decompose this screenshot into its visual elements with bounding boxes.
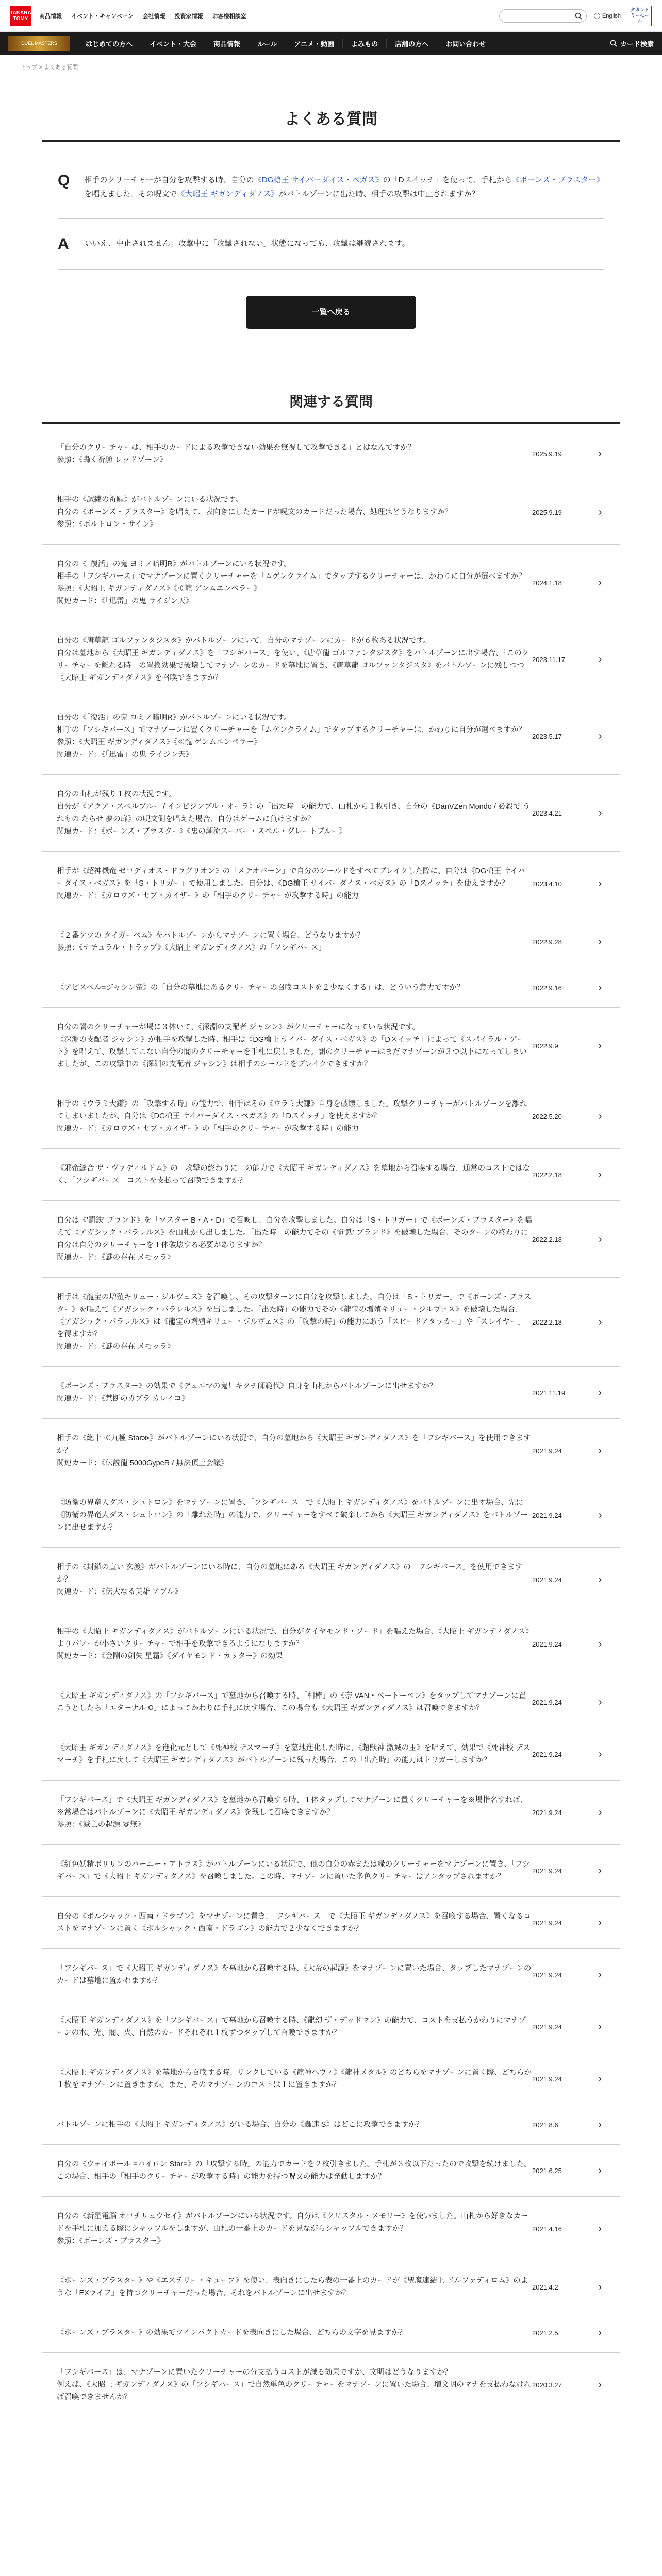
related-question-text: 《ボーンズ・ブラスター》の効果で《デュエマの鬼！キクチ師範代》自身を山札からバトルゾーンに出せますか？ 関連カード：《禁断のカブラ カレイコ》 — [57, 1382, 437, 1403]
corp-link[interactable]: お客様相談室 — [212, 13, 246, 20]
related-question-text: 相手の《ウラミ大鎌》の「攻撃する時」の能力で、相手はその《ウラミ大鎌》自身を破壊しました。攻撃クリーチャーがバトルゾーンを離れてしまいましたが、自分は《DG槍王 サイバーダイス・ベガス》の「Dスイッチ」を使えますか？ 関連カード：《ガロウズ・セブ・カイザー》の「相手のクリーチャーが攻撃する時」の能力 — [57, 1100, 527, 1133]
answer-letter: A — [58, 235, 69, 252]
related-question-date: 2022.5.20 — [532, 1112, 562, 1121]
chevron-right-icon: › — [598, 2073, 602, 2084]
takara-tomy-mall-logo[interactable] — [628, 6, 652, 26]
chevron-right-icon: › — [598, 1638, 602, 1650]
related-question-row[interactable] — [42, 1845, 620, 1897]
chevron-right-icon: › — [598, 1509, 602, 1521]
related-question-date: 2020.3.27 — [532, 2381, 562, 2389]
related-question-date: 2022.9.9 — [532, 1042, 558, 1050]
related-question-row[interactable] — [42, 698, 620, 775]
related-question-text: 《大昭王 ギガンディダノス》を「フシギバース」で墓地から召喚する時、《龍幻 ザ・デッドマン》の能力で、コストを支払うかわりにマナゾーンの水、光、闇、火、自然のカードそれぞれ１枚ずつタップして召喚できますか？ — [57, 2016, 526, 2037]
chevron-right-icon: › — [598, 981, 602, 993]
related-question-date: 2022.9.16 — [532, 984, 562, 992]
related-question-row[interactable] — [42, 1367, 620, 1419]
related-question-row[interactable] — [42, 2053, 620, 2105]
chevron-right-icon: › — [598, 1168, 602, 1180]
related-question-row[interactable] — [42, 1781, 620, 1845]
language-label: English — [602, 12, 621, 19]
related-question-text: 相手の《試練の祈願》がバトルゾーンにいる状況です。 自分の《ボーンズ・ブラスター》を唱えて、表向きにしたカードが呪文のカードだった場合、処理はどうなりますか？ 参照：《ボルトロン・サイン》 — [57, 496, 453, 529]
globe-icon — [594, 13, 600, 19]
related-question-text: 相手の《大昭王 ギガンディダノス》がバトルゾーンにいる状況で、自分がダイヤモンド・ソード」を唱えた場合、《大昭王 ギガンディダノス》よりパワーが小さいクリーチャーで相手を攻撃できるようになりますか？ 関連カード：《金剛の剣矢 星霜》《ダイヤモンド・カッター》の効果 — [57, 1628, 529, 1660]
related-list — [42, 428, 620, 2417]
related-question-date: 2021.9.24 — [532, 1575, 562, 1584]
related-divider — [42, 422, 620, 424]
related-question-text: 相手が《超神機竜 ゼロディオス・ドラグリオン》の「メテオバーン」で自分のシールドをすべてブレイクした際に、自分は《DG槍王 サイバーダイス・ベガス》を「S・トリガー」で使用しました。自分は、《DG槍王 サイバーダイス・ベガス》の「Dスイッチ」を使えますか？ 関連カード：《ガロウズ・セブ・カイザー》の「相手のクリーチャーが攻撃する時」の能力 — [57, 867, 525, 900]
chevron-right-icon: › — [598, 506, 602, 518]
chevron-right-icon: › — [598, 2223, 602, 2234]
chevron-right-icon: › — [598, 1040, 602, 1052]
chevron-right-icon: › — [598, 936, 602, 947]
related-question-date: 2021.9.24 — [532, 2075, 562, 2083]
related-question-date: 2021.9.24 — [532, 1971, 562, 1979]
chevron-right-icon: › — [598, 1865, 602, 1876]
question-letter: Q — [58, 172, 70, 189]
related-question-text: 《大昭王 ギガンディダノス》を進化元として《死神校 デスマーチ》を墓地進化した時に、《超獣神 激城の玉》を唱えて、効果で《死神校 デスマーチ》を手札に戻して《大昭王 ギガンディダノス》がバトルゾーンに残った場合、この「出た時」の能力はトリガーしますか？ — [57, 1744, 531, 1765]
nav-item[interactable]: ルール — [249, 39, 286, 48]
related-question-row[interactable] — [42, 545, 620, 621]
related-question-date: 2023.5.17 — [532, 732, 562, 740]
related-question-row[interactable] — [42, 1548, 620, 1612]
duel-masters-logo[interactable] — [8, 36, 70, 51]
related-question-text: 《２番ケツの タイガーベム》をバトルゾーンからマナゾーンに置く場合、どうなりますか？ 参照：《ナチュラル・トラップ》《大昭王 ギガンディダノス》の「フシギバース」 — [57, 931, 365, 952]
nav-items — [77, 39, 610, 48]
chevron-right-icon: › — [598, 2164, 602, 2176]
corporate-header — [0, 0, 662, 32]
chevron-right-icon: › — [598, 877, 602, 889]
corp-link[interactable]: 会社情報 — [142, 13, 166, 20]
chevron-right-icon: › — [598, 2281, 602, 2293]
chevron-right-icon: › — [598, 577, 602, 588]
card-search-label: カード検索 — [620, 40, 654, 48]
back-to-list-button[interactable]: 一覧へ戻る — [246, 296, 416, 329]
page-title: よくある質問 — [285, 111, 377, 128]
question-row — [58, 173, 604, 201]
corp-link[interactable]: 投資家情報 — [174, 13, 203, 20]
qa-divider — [58, 218, 604, 219]
chevron-right-icon: › — [598, 1445, 602, 1456]
game-logo-text: DUEL MASTERS — [21, 41, 57, 46]
card-link[interactable]: 《大昭王 ギガンディダノス》 — [177, 190, 279, 198]
related-question-date: 2021.6.25 — [532, 2166, 562, 2175]
related-question-row[interactable] — [42, 1201, 620, 1278]
related-question-date: 2023.4.10 — [532, 879, 562, 888]
nav-item[interactable]: よみもの — [343, 39, 387, 48]
related-question-text: 自分の山札が残り１枚の状況です。 自分が《アクア・スペルブルー / インビジンブル・オーラ》の「出た時」の能力で、山札から１枚引き、自分の《DanVZen Mondo / 必殺で うれもの たらせ 夢の扉》の呪文側を唱えた場合、自分はゲームに負けますか？ 関連カード：《ボーンズ・ブラスター》《裏の潮流スーパー・スペル・グレートブルー》 — [57, 790, 530, 836]
logo-line1: TAKARA — [10, 10, 31, 16]
corp-link[interactable]: イベント・キャンペーン — [71, 13, 134, 20]
related-question-date: 2021.9.24 — [532, 1698, 562, 1706]
related-question-date: 2023.11.17 — [532, 655, 566, 664]
mall-label: タカラトミーモール — [630, 7, 649, 24]
related-question-text: 自分は《'罰鉄' ブランド》を「マスター B・A・D」で召喚し、自分を攻撃しました。自分は「S・トリガー」で《ボーンズ・ブラスター》を唱えて《アガシック・パラレルス》を山札から出しました。「出た時」の能力でその《'罰鉄' ブランド》を破壊した場合、そのターンの終わりに自分は自分のクリーチャーを１体破壊する必要がありますか？ 関連カード：《謎の存在 メモッラ》 — [57, 1216, 532, 1262]
related-question-row[interactable] — [42, 2313, 620, 2353]
related-question-text: 「自分のクリーチャーは、相手のカードによる攻撃できない効果を無視して攻撃できる」とはなんですか？ 参照：《轟く祈願 レッドゾーン》 — [57, 444, 416, 464]
related-question-date: 2024.1.18 — [532, 579, 562, 587]
related-question-text: 《大昭王 ギガンディダノス》の「フシギバース」で墓地から召喚する時、「相棒」の《奈 VAN・ベートーベン》をタップしてマナゾーンに置こうとしたら「エターナル Ω」によってかわりに手札に戻す場合、この場合も《大昭王 ギガンディダノス》は召喚できますか？ — [57, 1692, 526, 1713]
logo-line2: TOMY — [13, 15, 28, 22]
related-question-text: 自分の闇のクリーチャーが場に３体いて、《深淵の支配者 ジャシン》がクリーチャーになっている状況です。 《深淵の支配者 ジャシン》が相手を攻撃した時、相手は《DG槍王 サイバーダイス・ベガス》の「Dスイッチ」によって《スパイラル・ゲート》を唱えて、攻撃してこない自分の闇のクリーチャーを手札に戻しました。闇のクリーチャーはまだマナゾーンが３つ以下になってしまいましたが、この攻撃中の《深淵の支配者 ジャシン》は相手のシールドをブレイクできますか？ — [57, 1023, 527, 1069]
nav-item[interactable]: イベント・大会 — [141, 39, 205, 48]
related-question-row[interactable] — [42, 1278, 620, 1367]
chevron-right-icon: › — [598, 2119, 602, 2130]
related-question-text: 《紅色妖精ポリリンのバーニー・アトラス》がバトルゾーンにいる状況で、他の自分の赤または緑のクリーチャーをマナゾーンに置き、「フシギバース」で《大昭王 ギガンディダノス》を召喚しました。この時、マナゾーンに置いた多色クリーチャーはアンタップされますか？ — [57, 1860, 530, 1881]
nav-item[interactable]: お問い合わせ — [437, 39, 494, 48]
related-question-text: 自分の《新星電脳 オロチリュウセイ》がバトルゾーンにいる状況です。自分は《クリスタル・メモリー》を使いました。山札から好きなカードを手札に加える際にシャッフルをしますが、山札の一番上のカードを見ながらシャッフルできますか？ 参照：《ボーンズ・ブラスター》 — [57, 2212, 528, 2245]
related-question-text: 相手は《龍宝の増殖キリュー・ジルヴェス》を召喚し、その攻撃ターンに自分を攻撃しました。自分は「S・トリガー」で《ボーンズ・ブラスター》を唱えて《アガシック・パラレルス》を出しました。「出た時」の能力でその《龍宝の増殖キリュー・ジルヴェス》を破壊した場合、《アガシック・パラレルス》は《龍宝の増殖キリュー・ジルヴェス》の「攻撃の時」の能力にあう「スピードアタッカー」や「スレイヤー」を得ますか？ 関連カード：《謎の存在 メモッラ》 — [57, 1293, 532, 1351]
chevron-right-icon: › — [598, 1917, 602, 1928]
related-question-row[interactable] — [42, 1483, 620, 1548]
chevron-right-icon: › — [598, 2379, 602, 2391]
related-question-row[interactable] — [42, 2353, 620, 2417]
chevron-right-icon: › — [598, 1386, 602, 1398]
related-question-date: 2021.4.2 — [532, 2283, 558, 2291]
related-title: 関連する質問 — [289, 394, 373, 410]
related-question-text: 自分の《ウォイボール =パイロン Star=》の「攻撃する時」の能力でカードを２枚引きました。手札が３枚以下だったので攻撃を続けました。この場合、相手の「相手のクリーチャーが攻撃する時」の能力を持つ呪文の能力は発動しますか？ — [57, 2160, 532, 2181]
related-question-date: 2021.11.19 — [532, 1388, 566, 1397]
answer-row — [58, 236, 604, 252]
chevron-right-icon: › — [598, 653, 602, 665]
language-switch[interactable] — [594, 13, 621, 19]
related-question-text: 相手の《絶十 ≪九極 Star≫》がバトルゾーンにいる状況で、自分の墓地から《大昭王 ギガンディダノス》を「フシギバース」を使用できますか？ 関連カード：《伝説龍 5000GypeR / 無法頂上会議》 — [57, 1434, 531, 1467]
related-question-date: 2021.9.24 — [532, 1447, 562, 1455]
related-question-text: 自分の《「復活」の鬼 ヨミノ暗明R》がバトルゾーンにいる状況です。 相手の「フシギバース」でマナゾーンに置くクリーチャーを「ムゲンクライム」でタップするクリーチャーは、かわりに自分が選べますか？ 参照：《大昭王 ギガンディダノス》《≪龍 ゲンムエンペラー》 関連カード：《「迅雷」の鬼 ライジン天》 — [57, 714, 526, 759]
related-question-row[interactable] — [42, 1949, 620, 2001]
related-question-row[interactable] — [42, 1897, 620, 1949]
related-question-date: 2021.9.24 — [532, 1867, 562, 1875]
related-question-row[interactable] — [42, 1612, 620, 1676]
nav-item[interactable]: アニメ・動画 — [286, 39, 343, 48]
chevron-right-icon: › — [598, 1969, 602, 1980]
nav-item[interactable]: はじめての方へ — [77, 39, 141, 48]
related-question-text: 自分の《ボルシャック・西南・ドラゴン》をマナゾーンに置き、「フシギバース」で《大昭王 ギガンディダノス》を召喚する場合、置くなるコストをマナゾーンに置く《ボルシャック・西南・ドラゴン》の能力で２少なくできますか？ — [57, 1912, 531, 1933]
game-nav — [0, 32, 662, 55]
related-question-date: 2021.9.24 — [532, 2023, 562, 2031]
related-question-text: 自分の《唐草龍 ゴルファンタジスタ》がバトルゾーンにいて、自分のマナゾーンにカードが６枚ある状況です。 自分は墓地から《大昭王 ギガンディダノス》を「フシギバース」を使い、《唐草龍 ゴルファンタジスタ》をバトルゾーンに出す場合、「このクリーチャーを離れる時」の置換効果で破壊してマナゾーンのカードを墓地に置き、《唐草龍 ゴルファンタジスタ》をバトルゾーンに残しつつ《大昭王 ギガンディダノス》を召喚できますか？ — [57, 637, 529, 682]
nav-item[interactable]: 商品情報 — [205, 39, 249, 48]
related-question-row[interactable] — [42, 2261, 620, 2313]
related-question-text: 《ボーンズ・ブラスター》の効果でツインパクトカードを表向きにした場合、どちらの文字を見ますか？ — [57, 2329, 407, 2337]
related-question-date: 2023.4.21 — [532, 809, 562, 817]
related-question-text: 《大昭王 ギガンディダノス》を墓地から召喚する時、リンクしている《龍神ヘヴィ》《龍神メタル》のどちらをマナゾーンに置く際、どちらか１枚をマナゾーンに置きますか。また、そのマナゾーンのコストは１に置きますか？ — [57, 2069, 532, 2089]
answer-text: いいえ、中止されません。攻撃中に「攻撃されない」状態になっても、攻撃は継続されます。 — [85, 239, 410, 248]
related-question-date: 2021.9.24 — [532, 1750, 562, 1758]
corp-link[interactable]: 商品情報 — [39, 13, 62, 20]
related-question-row[interactable] — [42, 428, 620, 480]
related-question-row[interactable] — [42, 2145, 620, 2197]
chevron-right-icon: › — [598, 1748, 602, 1760]
related-question-row[interactable] — [42, 480, 620, 545]
chevron-right-icon: › — [598, 807, 602, 819]
related-question-text: 「フシギバース」は、マナゾーンに置いたクリーチャーの分支払うコストが減る効果ですか、文明はどうなりますか？ 例えば、《大昭王 ギガンディダノス》の「フシギバース」で自然単色のクリーチャーをマナゾーンに置いた場合、増文明のマナを支払わなければ召喚できませんか？ — [57, 2368, 532, 2401]
related-question-date: 2022.9.28 — [532, 938, 562, 946]
related-question-row[interactable] — [42, 1676, 620, 1728]
related-question-date: 2021.2.5 — [532, 2329, 558, 2337]
related-question-date: 2021.9.24 — [532, 1919, 562, 1927]
related-question-row[interactable] — [42, 1728, 620, 1781]
nav-item[interactable]: 店舗の方へ — [387, 39, 437, 48]
related-question-text: 自分の《「復活」の鬼 ヨミノ暗明R》がバトルゾーンにいる状況です。 相手の「フシギバース」でマナゾーンに置くクリーチャーを「ムゲンクライム」でタップするクリーチャーは、かわりに自分が選べますか？ 参照：《大昭王 ギガンディダノス》《≪龍 ゲンムエンペラー》 関連カード：《「迅雷」の鬼 ライジン天》 — [57, 560, 526, 605]
related-question-text: 《防衛の界竜人ダス・シュトロン》をマナゾーンに置き、「フシギバース」で《大昭王 ギガンディダノス》をバトルゾーンに出す場合、先に《防衛の界竜人ダス・シュトロン》の「離れた時」の能力で、クリーチャーをすべて破棄してから《大昭王 ギガンディダノス》をバトルゾーンに出せますか？ — [57, 1499, 528, 1532]
chevron-right-icon: › — [598, 730, 602, 742]
chevron-right-icon: › — [598, 1806, 602, 1818]
chevron-right-icon: › — [598, 1316, 602, 1328]
related-question-row[interactable] — [42, 1008, 620, 1084]
related-question-date: 2021.8.6 — [532, 2121, 558, 2129]
title-divider — [42, 140, 620, 142]
related-question-text: バトルゾーンに相手の《大昭王 ギガンディダノス》がいる場合、自分の《轟速 S》はどこに攻撃できますか？ — [57, 2121, 423, 2129]
related-question-date: 2022.2.18 — [532, 1235, 562, 1243]
related-question-row[interactable] — [42, 1084, 620, 1149]
related-question-text: 「フシギバース」で《大昭王 ギガンディダノス》を墓地から召喚する時、１体タップしてマナゾーンに置くクリーチャーを※場指名すれば、※常場合はバトルゾーンに《大昭王 ギガンディダノス》を残して召喚できますか？ 参照：《滅亡の起源 零無》 — [57, 1796, 528, 1829]
related-question-row[interactable] — [42, 775, 620, 852]
related-question-date: 2021.9.24 — [532, 1511, 562, 1519]
related-question-row[interactable] — [42, 621, 620, 698]
related-question-row[interactable] — [42, 852, 620, 916]
card-link[interactable]: 《ボーンズ・ブラスター》 — [511, 176, 604, 184]
related-question-row[interactable] — [42, 968, 620, 1008]
related-question-text: 《ボーンズ・ブラスター》や《エステリー・キューブ》を使い、表向きにしたら表の一番上のカードが《聖魔連結王 ドルファディロム》のような「EXライフ」を持つクリーチャーだった場合、それをバトルゾーンに出せますか？ — [57, 2277, 528, 2297]
related-question-date: 2022.2.18 — [532, 1171, 562, 1179]
related-question-date: 2025.9.19 — [532, 450, 562, 458]
qa-divider — [58, 269, 604, 270]
related-question-date: 2021.9.24 — [532, 1640, 562, 1648]
related-question-text: 《アビスベル=ジャシン帝》の「自分の墓地にあるクリーチャーの召喚コストを２少なくする」は、どういう意力ですか？ — [57, 984, 465, 992]
takara-tomy-logo[interactable] — [10, 6, 31, 26]
chevron-right-icon: › — [598, 448, 602, 460]
related-question-row[interactable] — [42, 2001, 620, 2053]
corporate-right — [499, 6, 652, 26]
related-question-text: 相手の《封鎖の宣い 玄渡》がバトルゾーンにいる時に、自分の墓地にある《大昭王 ギガンディダノス》の「フシギバース」を使用できますか？ 関連カード：《伝大なる英雄 アブル》 — [57, 1563, 522, 1596]
question-text: 相手のクリーチャーが自分を攻撃する時、自分の《DG槍王 サイバーダイス・ベガス》の「Dスイッチ」を使って、手札から《ボーンズ・ブラスター》を唱えました。その呪文で《大昭王 ギガンディダノス》がバトルゾーンに出た時、相手の攻撃は中止されますか？ — [84, 176, 604, 198]
search-icon — [610, 40, 617, 47]
qa-section — [58, 173, 604, 270]
related-question-row[interactable] — [42, 1149, 620, 1201]
related-question-row[interactable] — [42, 916, 620, 968]
related-question-date: 2025.9.19 — [532, 508, 562, 516]
corporate-links — [39, 12, 246, 20]
card-search-button[interactable] — [610, 39, 654, 48]
card-link[interactable]: 《DG槍王 サイバーダイス・ベガス》 — [254, 176, 383, 184]
chevron-right-icon: › — [598, 1573, 602, 1585]
site-search-input[interactable] — [499, 9, 587, 23]
breadcrumb[interactable]: トップ > よくある質問 — [21, 64, 78, 71]
search-icon — [575, 12, 582, 20]
chevron-right-icon: › — [598, 1233, 602, 1245]
related-question-row[interactable] — [42, 2197, 620, 2261]
related-question-date: 2022.2.18 — [532, 1318, 562, 1326]
related-question-text: 《邪帝縫合 ザ・ヴァディルドム》の「攻撃の終わりに」の能力で《大昭王 ギガンディダノス》を墓地から召喚する場合、通常のコストではなく、「フシギバース」コストを支払って召喚できますか？ — [57, 1164, 531, 1185]
related-question-date: 2021.9.24 — [532, 1808, 562, 1817]
chevron-right-icon: › — [598, 1696, 602, 1708]
related-question-row[interactable] — [42, 2105, 620, 2145]
chevron-right-icon: › — [598, 1110, 602, 1122]
chevron-right-icon: › — [598, 2021, 602, 2032]
related-question-row[interactable] — [42, 1419, 620, 1483]
related-question-text: 「フシギバース」で《大昭王 ギガンディダノス》を墓地から召喚する時、《大帝の起源》をマナゾーンに置いた場合、タップしたマナゾーンのカードは墓地に置かれますか？ — [57, 1964, 532, 1985]
chevron-right-icon: › — [598, 2327, 602, 2338]
related-question-date: 2021.4.16 — [532, 2225, 562, 2233]
